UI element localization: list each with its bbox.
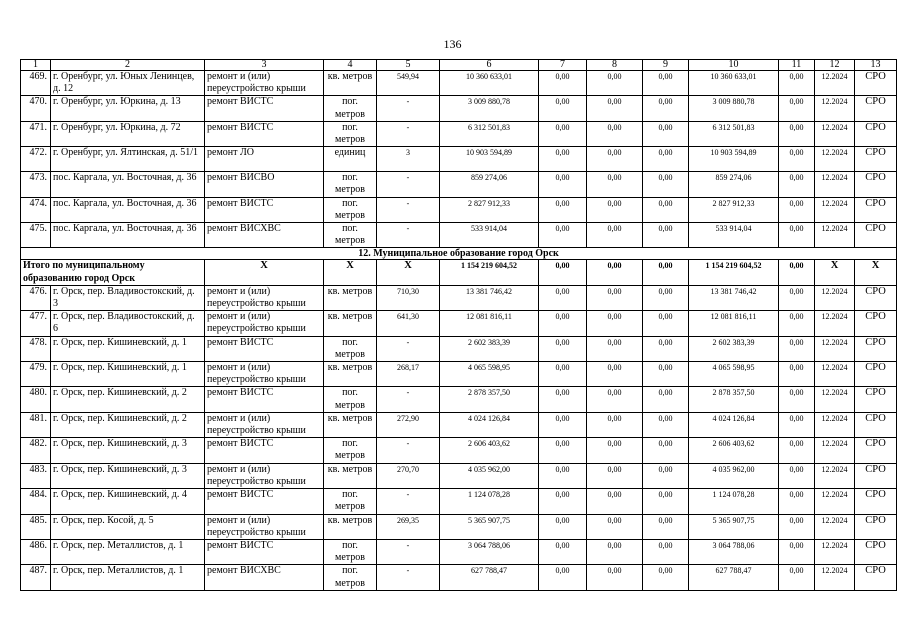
capital-repair-table (20, 59, 897, 591)
fund-col7-cell: 0,00 (539, 336, 587, 361)
completion-date-cell: 12.2024 (815, 223, 855, 248)
total-cost-cell: 6 312 501,83 (440, 121, 539, 146)
address-cell: пос. Каргала, ул. Восточная, д. 36 (51, 197, 205, 222)
column-header-5: 5 (377, 60, 440, 71)
fund-col8-cell: 0,00 (587, 336, 643, 361)
work-type-cell: ремонт и (или) переустройство крыши (205, 463, 324, 488)
quantity-cell: 710,30 (377, 285, 440, 310)
fund-col9-cell: 0,00 (643, 489, 689, 514)
address-cell: г. Орск, пер. Кишиневский, д. 3 (51, 438, 205, 463)
table-row (21, 172, 897, 197)
row-number: 487. (21, 565, 51, 590)
row-number: 480. (21, 387, 51, 412)
fund-col11-cell: 0,00 (779, 96, 815, 121)
unit-cell: пог. метров (324, 565, 377, 590)
total-col10-cell: 1 154 219 604,52 (689, 260, 779, 285)
work-type-cell: ремонт и (или) переустройство крыши (205, 311, 324, 336)
address-cell: г. Орск, пер. Кишиневский, д. 1 (51, 336, 205, 361)
total-cost-cell: 10 903 594,89 (440, 147, 539, 172)
work-type-cell: ремонт и (или) переустройство крыши (205, 412, 324, 437)
column-header-1: 1 (21, 60, 51, 71)
unit-cell: пог. метров (324, 172, 377, 197)
quantity-cell: - (377, 565, 440, 590)
address-cell: г. Орск, пер. Кишиневский, д. 2 (51, 387, 205, 412)
table-row (21, 71, 897, 96)
method-cell: СРО (855, 172, 897, 197)
fund-col10-cell: 3 009 880,78 (689, 96, 779, 121)
fund-col7-cell: 0,00 (539, 223, 587, 248)
completion-date-cell: 12.2024 (815, 197, 855, 222)
column-header-4: 4 (324, 60, 377, 71)
section-title: 12. Муниципальное образование город Орск (21, 248, 897, 260)
column-header-12: 12 (815, 60, 855, 71)
fund-col8-cell: 0,00 (587, 438, 643, 463)
fund-col9-cell: 0,00 (643, 172, 689, 197)
quantity-cell: - (377, 96, 440, 121)
completion-date-cell: 12.2024 (815, 362, 855, 387)
fund-col10-cell: 2 606 403,62 (689, 438, 779, 463)
table-row (21, 565, 897, 590)
fund-col11-cell: 0,00 (779, 121, 815, 146)
fund-col11-cell: 0,00 (779, 172, 815, 197)
work-type-cell: ремонт и (или) переустройство крыши (205, 285, 324, 310)
fund-col11-cell: 0,00 (779, 311, 815, 336)
address-cell: г. Орск, пер. Владивостокский, д. 3 (51, 285, 205, 310)
quantity-cell: 3 (377, 147, 440, 172)
method-cell: СРО (855, 311, 897, 336)
address-cell: г. Орск, пер. Металлистов, д. 1 (51, 565, 205, 590)
fund-col9-cell: 0,00 (643, 285, 689, 310)
completion-date-cell: 12.2024 (815, 71, 855, 96)
method-cell: СРО (855, 285, 897, 310)
total-cost-cell: 2 602 383,39 (440, 336, 539, 361)
total-cost-cell: 627 788,47 (440, 565, 539, 590)
fund-col10-cell: 859 274,06 (689, 172, 779, 197)
fund-col9-cell: 0,00 (643, 438, 689, 463)
unit-cell: пог. метров (324, 438, 377, 463)
address-cell: г. Оренбург, ул. Ялтинская, д. 51/1 (51, 147, 205, 172)
method-cell: СРО (855, 539, 897, 564)
fund-col11-cell: 0,00 (779, 197, 815, 222)
fund-col11-cell: 0,00 (779, 565, 815, 590)
fund-col10-cell: 4 035 962,00 (689, 463, 779, 488)
fund-col11-cell: 0,00 (779, 71, 815, 96)
address-cell: г. Орск, пер. Кишиневский, д. 3 (51, 463, 205, 488)
fund-col7-cell: 0,00 (539, 412, 587, 437)
unit-cell: кв. метров (324, 71, 377, 96)
fund-col10-cell: 4 024 126,84 (689, 412, 779, 437)
fund-col8-cell: 0,00 (587, 223, 643, 248)
unit-cell: пог. метров (324, 336, 377, 361)
total-cost-cell: 13 381 746,42 (440, 285, 539, 310)
fund-col8-cell: 0,00 (587, 172, 643, 197)
fund-col9-cell: 0,00 (643, 565, 689, 590)
row-number: 471. (21, 121, 51, 146)
row-number: 483. (21, 463, 51, 488)
table-row (21, 539, 897, 564)
unit-cell: кв. метров (324, 285, 377, 310)
total-label: Итого по муниципальному образованию город Орск (21, 260, 205, 285)
work-type-cell: ремонт ЛО (205, 147, 324, 172)
quantity-cell: 641,30 (377, 311, 440, 336)
fund-col8-cell: 0,00 (587, 489, 643, 514)
fund-col11-cell: 0,00 (779, 387, 815, 412)
fund-col9-cell: 0,00 (643, 71, 689, 96)
work-type-cell: ремонт и (или) переустройство крыши (205, 514, 324, 539)
fund-col11-cell: 0,00 (779, 285, 815, 310)
row-number: 485. (21, 514, 51, 539)
row-number: 475. (21, 223, 51, 248)
address-cell: г. Орск, пер. Кишиневский, д. 2 (51, 412, 205, 437)
work-type-cell: ремонт и (или) переустройство крыши (205, 362, 324, 387)
method-cell: СРО (855, 223, 897, 248)
total-row (21, 260, 897, 285)
completion-date-cell: 12.2024 (815, 336, 855, 361)
fund-col10-cell: 2 827 912,33 (689, 197, 779, 222)
fund-col9-cell: 0,00 (643, 336, 689, 361)
table-row (21, 96, 897, 121)
unit-cell: кв. метров (324, 514, 377, 539)
page-number: 136 (443, 37, 462, 51)
fund-col8-cell: 0,00 (587, 96, 643, 121)
unit-cell: пог. метров (324, 96, 377, 121)
total-cost-cell: 4 035 962,00 (440, 463, 539, 488)
method-cell: СРО (855, 197, 897, 222)
fund-col11-cell: 0,00 (779, 514, 815, 539)
method-cell: СРО (855, 514, 897, 539)
completion-date-cell: 12.2024 (815, 565, 855, 590)
total-col11-cell: 0,00 (779, 260, 815, 285)
table-row (21, 147, 897, 172)
row-number: 469. (21, 71, 51, 96)
total-unit-cell: Х (324, 260, 377, 285)
total-cost-cell: 12 081 816,11 (440, 311, 539, 336)
work-type-cell: ремонт ВИСХВС (205, 565, 324, 590)
section-heading-row (21, 248, 897, 260)
column-header-10: 10 (689, 60, 779, 71)
fund-col7-cell: 0,00 (539, 463, 587, 488)
fund-col9-cell: 0,00 (643, 223, 689, 248)
fund-col7-cell: 0,00 (539, 96, 587, 121)
fund-col7-cell: 0,00 (539, 539, 587, 564)
fund-col10-cell: 3 064 788,06 (689, 539, 779, 564)
fund-col8-cell: 0,00 (587, 311, 643, 336)
fund-col7-cell: 0,00 (539, 121, 587, 146)
fund-col9-cell: 0,00 (643, 121, 689, 146)
row-number: 482. (21, 438, 51, 463)
fund-col9-cell: 0,00 (643, 463, 689, 488)
completion-date-cell: 12.2024 (815, 121, 855, 146)
fund-col10-cell: 13 381 746,42 (689, 285, 779, 310)
row-number: 481. (21, 412, 51, 437)
total-cost-cell: 1 124 078,28 (440, 489, 539, 514)
fund-col10-cell: 4 065 598,95 (689, 362, 779, 387)
total-cost-cell: 859 274,06 (440, 172, 539, 197)
work-type-cell: ремонт ВИСТС (205, 438, 324, 463)
fund-col8-cell: 0,00 (587, 539, 643, 564)
total-cost-cell: 1 154 219 604,52 (440, 260, 539, 285)
row-number: 473. (21, 172, 51, 197)
fund-col7-cell: 0,00 (539, 147, 587, 172)
column-header-7: 7 (539, 60, 587, 71)
table-row (21, 197, 897, 222)
total-cost-cell: 2 827 912,33 (440, 197, 539, 222)
quantity-cell: - (377, 121, 440, 146)
row-number: 479. (21, 362, 51, 387)
row-number: 470. (21, 96, 51, 121)
method-cell: СРО (855, 96, 897, 121)
completion-date-cell: 12.2024 (815, 463, 855, 488)
row-number: 472. (21, 147, 51, 172)
fund-col9-cell: 0,00 (643, 311, 689, 336)
total-col8-cell: 0,00 (587, 260, 643, 285)
column-header-8: 8 (587, 60, 643, 71)
fund-col8-cell: 0,00 (587, 514, 643, 539)
completion-date-cell: 12.2024 (815, 539, 855, 564)
fund-col7-cell: 0,00 (539, 311, 587, 336)
total-cost-cell: 4 024 126,84 (440, 412, 539, 437)
completion-date-cell: 12.2024 (815, 147, 855, 172)
quantity-cell: - (377, 489, 440, 514)
row-number: 478. (21, 336, 51, 361)
completion-date-cell: 12.2024 (815, 412, 855, 437)
quantity-cell: 549,94 (377, 71, 440, 96)
row-number: 476. (21, 285, 51, 310)
quantity-cell: - (377, 172, 440, 197)
column-header-9: 9 (643, 60, 689, 71)
total-method-cell: Х (855, 260, 897, 285)
fund-col7-cell: 0,00 (539, 197, 587, 222)
fund-col9-cell: 0,00 (643, 96, 689, 121)
method-cell: СРО (855, 565, 897, 590)
completion-date-cell: 12.2024 (815, 489, 855, 514)
fund-col7-cell: 0,00 (539, 565, 587, 590)
fund-col9-cell: 0,00 (643, 147, 689, 172)
total-cost-cell: 5 365 907,75 (440, 514, 539, 539)
fund-col11-cell: 0,00 (779, 463, 815, 488)
fund-col9-cell: 0,00 (643, 197, 689, 222)
fund-col10-cell: 533 914,04 (689, 223, 779, 248)
work-type-cell: ремонт и (или) переустройство крыши (205, 71, 324, 96)
column-number-header (21, 60, 897, 71)
unit-cell: кв. метров (324, 412, 377, 437)
work-type-cell: ремонт ВИСТС (205, 539, 324, 564)
unit-cell: единиц (324, 147, 377, 172)
completion-date-cell: 12.2024 (815, 514, 855, 539)
table-row (21, 412, 897, 437)
fund-col7-cell: 0,00 (539, 514, 587, 539)
table-row (21, 223, 897, 248)
quantity-cell: 268,17 (377, 362, 440, 387)
work-type-cell: ремонт ВИСТС (205, 96, 324, 121)
fund-col7-cell: 0,00 (539, 172, 587, 197)
unit-cell: кв. метров (324, 463, 377, 488)
total-cost-cell: 3 064 788,06 (440, 539, 539, 564)
fund-col7-cell: 0,00 (539, 362, 587, 387)
address-cell: пос. Каргала, ул. Восточная, д. 36 (51, 172, 205, 197)
fund-col7-cell: 0,00 (539, 438, 587, 463)
column-header-3: 3 (205, 60, 324, 71)
work-type-cell: ремонт ВИСХВС (205, 223, 324, 248)
fund-col10-cell: 6 312 501,83 (689, 121, 779, 146)
fund-col10-cell: 627 788,47 (689, 565, 779, 590)
total-col9-cell: 0,00 (643, 260, 689, 285)
method-cell: СРО (855, 387, 897, 412)
quantity-cell: - (377, 336, 440, 361)
fund-col8-cell: 0,00 (587, 147, 643, 172)
column-header-6: 6 (440, 60, 539, 71)
fund-col11-cell: 0,00 (779, 223, 815, 248)
unit-cell: пог. метров (324, 539, 377, 564)
work-type-cell: ремонт ВИСТС (205, 336, 324, 361)
fund-col8-cell: 0,00 (587, 285, 643, 310)
fund-col9-cell: 0,00 (643, 387, 689, 412)
method-cell: СРО (855, 121, 897, 146)
work-type-cell: ремонт ВИСТС (205, 489, 324, 514)
work-type-cell: ремонт ВИСВО (205, 172, 324, 197)
fund-col8-cell: 0,00 (587, 463, 643, 488)
completion-date-cell: 12.2024 (815, 172, 855, 197)
fund-col8-cell: 0,00 (587, 412, 643, 437)
method-cell: СРО (855, 463, 897, 488)
fund-col11-cell: 0,00 (779, 539, 815, 564)
total-cost-cell: 4 065 598,95 (440, 362, 539, 387)
table-row (21, 311, 897, 336)
fund-col10-cell: 2 602 383,39 (689, 336, 779, 361)
total-work-cell: Х (205, 260, 324, 285)
fund-col11-cell: 0,00 (779, 336, 815, 361)
fund-col10-cell: 1 124 078,28 (689, 489, 779, 514)
column-header-11: 11 (779, 60, 815, 71)
total-cost-cell: 3 009 880,78 (440, 96, 539, 121)
table-row (21, 438, 897, 463)
table-row (21, 387, 897, 412)
method-cell: СРО (855, 438, 897, 463)
fund-col8-cell: 0,00 (587, 362, 643, 387)
fund-col8-cell: 0,00 (587, 565, 643, 590)
quantity-cell: - (377, 197, 440, 222)
table-row (21, 362, 897, 387)
quantity-cell: - (377, 387, 440, 412)
fund-col10-cell: 10 903 594,89 (689, 147, 779, 172)
quantity-cell: - (377, 223, 440, 248)
address-cell: г. Орск, пер. Кишиневский, д. 1 (51, 362, 205, 387)
table-row (21, 514, 897, 539)
total-cost-cell: 2 606 403,62 (440, 438, 539, 463)
address-cell: г. Оренбург, ул. Юркина, д. 72 (51, 121, 205, 146)
address-cell: г. Орск, пер. Косой, д. 5 (51, 514, 205, 539)
unit-cell: пог. метров (324, 197, 377, 222)
fund-col10-cell: 12 081 816,11 (689, 311, 779, 336)
total-cost-cell: 2 878 357,50 (440, 387, 539, 412)
row-number: 477. (21, 311, 51, 336)
work-type-cell: ремонт ВИСТС (205, 387, 324, 412)
quantity-cell: - (377, 539, 440, 564)
address-cell: г. Орск, пер. Металлистов, д. 1 (51, 539, 205, 564)
quantity-cell: 270,70 (377, 463, 440, 488)
unit-cell: пог. метров (324, 489, 377, 514)
row-number: 484. (21, 489, 51, 514)
fund-col10-cell: 2 878 357,50 (689, 387, 779, 412)
table-row (21, 285, 897, 310)
fund-col11-cell: 0,00 (779, 412, 815, 437)
method-cell: СРО (855, 336, 897, 361)
address-cell: г. Оренбург, ул. Юных Ленинцев, д. 12 (51, 71, 205, 96)
fund-col9-cell: 0,00 (643, 412, 689, 437)
method-cell: СРО (855, 362, 897, 387)
fund-col11-cell: 0,00 (779, 147, 815, 172)
completion-date-cell: 12.2024 (815, 438, 855, 463)
total-qty-cell: Х (377, 260, 440, 285)
method-cell: СРО (855, 489, 897, 514)
fund-col10-cell: 5 365 907,75 (689, 514, 779, 539)
address-cell: г. Оренбург, ул. Юркина, д. 13 (51, 96, 205, 121)
method-cell: СРО (855, 71, 897, 96)
column-header-13: 13 (855, 60, 897, 71)
fund-col9-cell: 0,00 (643, 539, 689, 564)
work-type-cell: ремонт ВИСТС (205, 121, 324, 146)
method-cell: СРО (855, 412, 897, 437)
fund-col7-cell: 0,00 (539, 285, 587, 310)
completion-date-cell: 12.2024 (815, 96, 855, 121)
unit-cell: кв. метров (324, 311, 377, 336)
total-date-cell: Х (815, 260, 855, 285)
fund-col8-cell: 0,00 (587, 71, 643, 96)
completion-date-cell: 12.2024 (815, 387, 855, 412)
fund-col11-cell: 0,00 (779, 438, 815, 463)
quantity-cell: 272,90 (377, 412, 440, 437)
fund-col8-cell: 0,00 (587, 197, 643, 222)
address-cell: г. Орск, пер. Кишиневский, д. 4 (51, 489, 205, 514)
method-cell: СРО (855, 147, 897, 172)
quantity-cell: - (377, 438, 440, 463)
fund-col8-cell: 0,00 (587, 121, 643, 146)
row-number: 486. (21, 539, 51, 564)
total-col7-cell: 0,00 (539, 260, 587, 285)
address-cell: г. Орск, пер. Владивостокский, д. 6 (51, 311, 205, 336)
column-header-2: 2 (51, 60, 205, 71)
table-row (21, 489, 897, 514)
completion-date-cell: 12.2024 (815, 311, 855, 336)
fund-col11-cell: 0,00 (779, 489, 815, 514)
unit-cell: пог. метров (324, 223, 377, 248)
table-row (21, 121, 897, 146)
fund-col7-cell: 0,00 (539, 71, 587, 96)
row-number: 474. (21, 197, 51, 222)
unit-cell: кв. метров (324, 362, 377, 387)
fund-col11-cell: 0,00 (779, 362, 815, 387)
fund-col7-cell: 0,00 (539, 489, 587, 514)
unit-cell: пог. метров (324, 121, 377, 146)
fund-col10-cell: 10 360 633,01 (689, 71, 779, 96)
work-type-cell: ремонт ВИСТС (205, 197, 324, 222)
table-row (21, 336, 897, 361)
unit-cell: пог. метров (324, 387, 377, 412)
quantity-cell: 269,35 (377, 514, 440, 539)
fund-col7-cell: 0,00 (539, 387, 587, 412)
completion-date-cell: 12.2024 (815, 285, 855, 310)
fund-col9-cell: 0,00 (643, 362, 689, 387)
fund-col9-cell: 0,00 (643, 514, 689, 539)
table-row (21, 463, 897, 488)
total-cost-cell: 533 914,04 (440, 223, 539, 248)
total-cost-cell: 10 360 633,01 (440, 71, 539, 96)
fund-col8-cell: 0,00 (587, 387, 643, 412)
address-cell: пос. Каргала, ул. Восточная, д. 36 (51, 223, 205, 248)
